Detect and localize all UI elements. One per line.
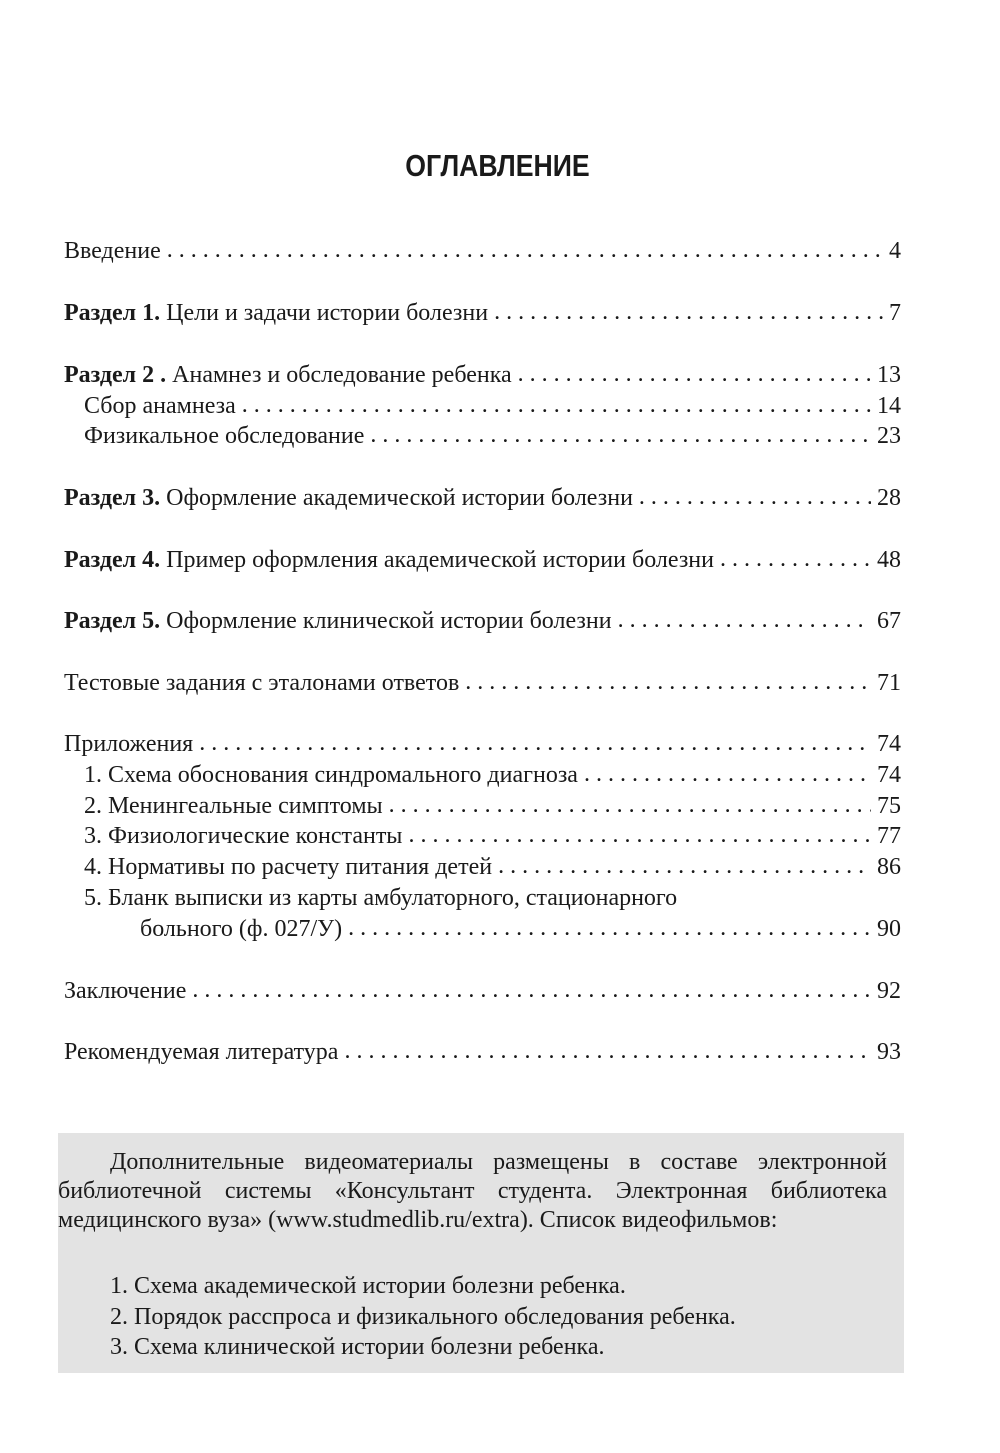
dot-leader [494,297,883,327]
note-list-item: 2. Порядок расспроса и физикального обследования ребенка. [110,1304,736,1330]
toc-entry-page: 48 [877,547,901,573]
toc-entry-label [64,298,488,328]
toc-entry-page: 77 [877,823,901,849]
toc-entry-label: Рекомендуемая литература [64,1039,339,1065]
dot-leader [199,728,871,758]
toc-entry-appendix[interactable] [64,729,901,759]
dot-leader [370,420,871,450]
dot-leader [408,820,871,850]
toc-entry-label [64,360,512,390]
toc-entry-page: 74 [877,731,901,757]
dot-leader [720,544,871,574]
toc-entry-label: Тестовые задания с эталонами ответов [64,670,460,696]
toc-entry-appendix-4[interactable] [84,852,901,882]
dot-leader [584,759,871,789]
toc-entry-page: 23 [877,423,901,449]
toc-entry-page: 74 [877,762,901,788]
dot-leader [389,790,871,820]
toc-entry-section-4[interactable] [64,545,901,575]
toc-entry-label: 3. Физиологические константы [84,823,403,849]
dot-leader [518,359,871,389]
toc-entry-label: Физикальное обследование [84,423,365,449]
dot-leader [498,851,871,881]
toc-entry-page: 13 [877,362,901,388]
toc-entry-label: Сбор анамнеза [84,393,236,419]
toc-entry-label: больного (ф. 027/У) [140,916,343,942]
section-number: Раздел 5. [64,608,161,634]
section-title: Анамнез и обследование ребенка [166,362,512,388]
section-title: Цели и задачи истории болезни [160,300,489,326]
note-list-item: 3. Схема клинической истории болезни ребенка. [110,1334,605,1360]
toc-entry-page: 71 [877,670,901,696]
dot-leader [167,235,883,265]
dot-leader [344,1036,871,1066]
note-list-item: 1. Схема академической истории болезни ребенка. [110,1273,626,1299]
section-title: Оформление академической истории болезни [160,485,633,511]
dot-leader [465,667,871,697]
section-title: Оформление клинической истории болезни [160,608,612,634]
dot-leader [192,975,871,1005]
note-paragraph: Дополнительные видеоматериалы размещены в составе электронной библиотечной системы «Консультант студента. Электронная библиотека медицинского вуза» (www.studmedlib.ru/extra). Список видеофильмов: [58,1149,887,1233]
toc-entry-page: 67 [877,608,901,634]
toc-entry-label [64,606,612,636]
dot-leader [242,390,871,420]
section-number: Раздел 4. [64,547,161,573]
section-number: Раздел 1. [64,300,161,326]
toc-entry-physical-exam[interactable] [84,421,901,451]
toc-entry-page: 28 [877,485,901,511]
section-number: Раздел 3. [64,485,161,511]
toc-entry-page: 92 [877,978,901,1004]
toc-entry-section-1[interactable] [64,298,901,328]
toc-entry-appendix-1[interactable] [84,760,901,790]
toc-entry-literature[interactable] [64,1037,901,1067]
toc-entry-appendix-3[interactable] [84,821,901,851]
toc-entry-label [64,483,633,513]
toc-entry-page: 75 [877,793,901,819]
page-title: ОГЛАВЛЕНИЕ [405,148,590,183]
toc-entry-label: 4. Нормативы по расчету питания детей [84,854,493,880]
toc-entry-intro[interactable] [64,236,901,266]
dot-leader [348,913,871,943]
dot-leader [639,482,871,512]
toc-entry-page: 14 [877,393,901,419]
section-title: Пример оформления академической истории болезни [160,547,714,573]
toc-entry-section-5[interactable] [64,606,901,636]
toc-entry-appendix-2[interactable] [84,791,901,821]
toc-entry-label: 2. Менингеальные симптомы [84,793,383,819]
toc-entry-label [64,545,714,575]
toc-entry-appendix-5-line1[interactable]: 5. Бланк выписки из карты амбулаторного, стационарного [84,885,678,911]
toc-entry-label: Заключение [64,978,187,1004]
toc-entry-page: 90 [877,916,901,942]
section-number: Раздел 2 . [64,362,167,388]
dot-leader [618,605,871,635]
toc-entry-label: 1. Схема обоснования синдромального диагноза [84,762,578,788]
toc-entry-label: Приложения [64,731,194,757]
toc-entry-page: 86 [877,854,901,880]
toc-entry-conclusion[interactable] [64,976,901,1006]
toc-entry-label: Введение [64,238,161,264]
toc-entry-section-2[interactable] [64,360,901,390]
toc-entry-section-3[interactable] [64,483,901,513]
toc-entry-page: 93 [877,1039,901,1065]
toc-entry-appendix-5[interactable] [140,914,901,944]
toc-entry-page: 4 [889,238,901,264]
toc-entry-tests[interactable] [64,668,901,698]
toc-entry-page: 7 [889,300,901,326]
toc-entry-anamnesis[interactable] [84,391,901,421]
